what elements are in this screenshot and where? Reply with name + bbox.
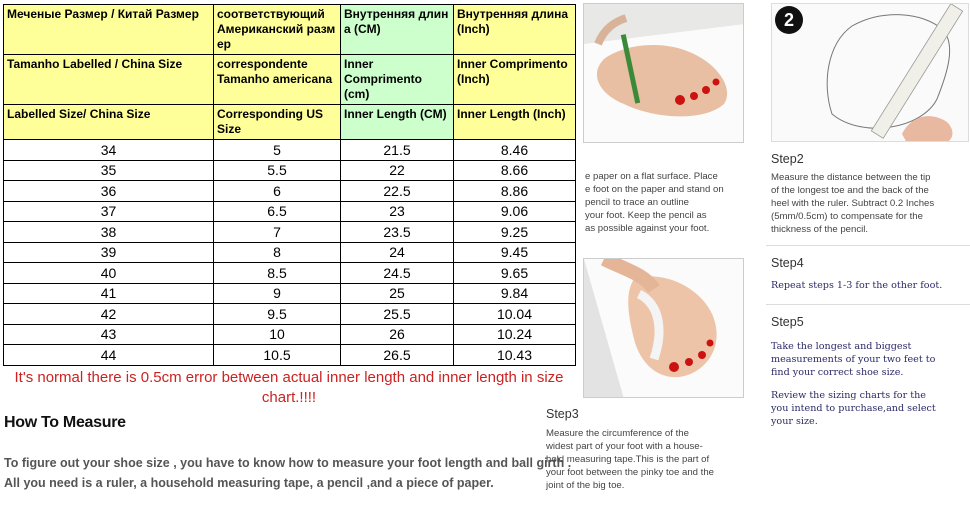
table-cell: 9.25 [454,222,576,243]
step3-text-line: widest part of your foot with a house- [546,441,703,452]
size-table [3,4,576,366]
step5-text-line: measurements of your two feet to [771,354,936,365]
table-row [4,304,576,325]
error-note: It's normal there is 0.5cm error between actual inner length and inner length in size chart.!!!! [14,368,564,406]
table-header-cell: Inner Length (CM) [341,105,454,140]
step2-text [771,171,969,236]
table-cell: 9.45 [454,242,576,263]
table-cell: 9.65 [454,263,576,284]
table-cell: 8 [214,242,341,263]
table-header-cell: Inner Comprimento (cm) [341,55,454,105]
step5-text-line: you intend to purchase,and select [771,403,936,414]
table-cell: 9.06 [454,201,576,222]
step2-text-line: Measure the distance between the tip [771,172,931,183]
table-cell: 38 [4,222,214,243]
table-cell: 8.5 [214,263,341,284]
step1-text-line: pencil to trace an outline [585,197,689,208]
table-cell: 34 [4,140,214,161]
how-to-intro-line-2: All you need is a ruler, a household measuring tape, a pencil ,and a piece of paper. [4,476,494,490]
step4-text: Repeat steps 1-3 for the other foot. [771,280,943,291]
table-cell: 24 [341,242,454,263]
table-cell: 37 [4,201,214,222]
table-header-row [4,55,576,105]
table-header-cell: Tamanho Labelled / China Size [4,55,214,105]
table-cell: 22.5 [341,181,454,202]
step1-photo [583,3,744,143]
step2-text-line: thickness of the pencil. [771,224,869,235]
table-row [4,181,576,202]
step1-text-line: as possible against your foot. [585,223,710,234]
step1-text-line: e foot on the paper and stand on [585,184,724,195]
table-header-cell: Внутренняя длин а (CM) [341,5,454,55]
table-cell: 8.66 [454,160,576,181]
table-cell: 25.5 [341,304,454,325]
step2-text-line: heel with the ruler. Subtract 0.2 Inches [771,198,935,209]
table-row [4,222,576,243]
step3-text-line: hold measuring tape.This is the part of [546,454,710,465]
table-row [4,140,576,161]
table-header-cell: Внутренняя длина (Inch) [454,5,576,55]
table-cell: 43 [4,324,214,345]
table-cell: 21.5 [341,140,454,161]
how-to-intro-line-1: To figure out your shoe size , you have to know how to measure your foot length and ball girth . [4,456,572,470]
table-cell: 25 [341,283,454,304]
table-cell: 8.46 [454,140,576,161]
step1-text-line: e paper on a flat surface. Place [585,171,718,182]
table-cell: 10.5 [214,345,341,366]
table-header-row [4,105,576,140]
step3-photo [583,258,744,398]
table-cell: 5.5 [214,160,341,181]
table-header-row [4,5,576,55]
table-cell: 36 [4,181,214,202]
table-header-cell: Inner Length (Inch) [454,105,576,140]
step2-badge: 2 [775,6,803,34]
table-cell: 10.04 [454,304,576,325]
step1-text [585,170,745,235]
step3-title: Step3 [546,407,579,421]
table-cell: 24.5 [341,263,454,284]
step5-text-line: Review the sizing charts for the [771,390,926,401]
table-cell: 39 [4,242,214,263]
table-header-cell: соответствующий Американский разм ер [214,5,341,55]
how-to-measure-title: How To Measure [4,414,126,431]
table-cell: 9.5 [214,304,341,325]
divider [766,304,970,305]
table-cell: 5 [214,140,341,161]
table-cell: 22 [341,160,454,181]
table-cell: 42 [4,304,214,325]
table-cell: 6 [214,181,341,202]
step5-text-line: find your correct shoe size. [771,367,904,378]
table-row [4,201,576,222]
table-row [4,242,576,263]
table-cell: 8.86 [454,181,576,202]
table-row [4,160,576,181]
table-cell: 23 [341,201,454,222]
step2-text-line: of the longest toe and the back of the [771,185,929,196]
table-cell: 9.84 [454,283,576,304]
table-cell: 7 [214,222,341,243]
table-row [4,283,576,304]
table-row [4,345,576,366]
table-cell: 23.5 [341,222,454,243]
step5-title: Step5 [771,315,804,329]
step3-text [546,427,746,492]
table-cell: 10.24 [454,324,576,345]
table-cell: 40 [4,263,214,284]
step1-text-line: your foot. Keep the pencil as [585,210,707,221]
step3-text-line: Measure the circumference of the [546,428,689,439]
step2-text-line: (5mm/0.5cm) to compensate for the [771,211,923,222]
table-header-cell: Labelled Size/ China Size [4,105,214,140]
table-cell: 6.5 [214,201,341,222]
table-cell: 26.5 [341,345,454,366]
table-cell: 10.43 [454,345,576,366]
table-cell: 44 [4,345,214,366]
step4-title: Step4 [771,256,804,270]
step5-text [771,340,970,379]
table-header-cell: Меченые Размер / Китай Размер [4,5,214,55]
table-row [4,324,576,345]
step3-text-line: joint of the big toe. [546,480,625,491]
step2-title: Step2 [771,152,804,166]
divider [766,245,970,246]
table-header-cell: Inner Comprimento (Inch) [454,55,576,105]
table-cell: 10 [214,324,341,345]
table-cell: 35 [4,160,214,181]
table-cell: 9 [214,283,341,304]
step5-text-line: your size. [771,416,818,427]
size-chart [3,4,577,408]
table-cell: 41 [4,283,214,304]
step5-text-2 [771,389,970,428]
step5-text-line: Take the longest and biggest [771,341,912,352]
table-cell: 26 [341,324,454,345]
step3-text-line: your foot between the pinky toe and the [546,467,715,478]
table-header-cell: correspondente Tamanho americana [214,55,341,105]
table-row [4,263,576,284]
table-header-cell: Corresponding US Size [214,105,341,140]
